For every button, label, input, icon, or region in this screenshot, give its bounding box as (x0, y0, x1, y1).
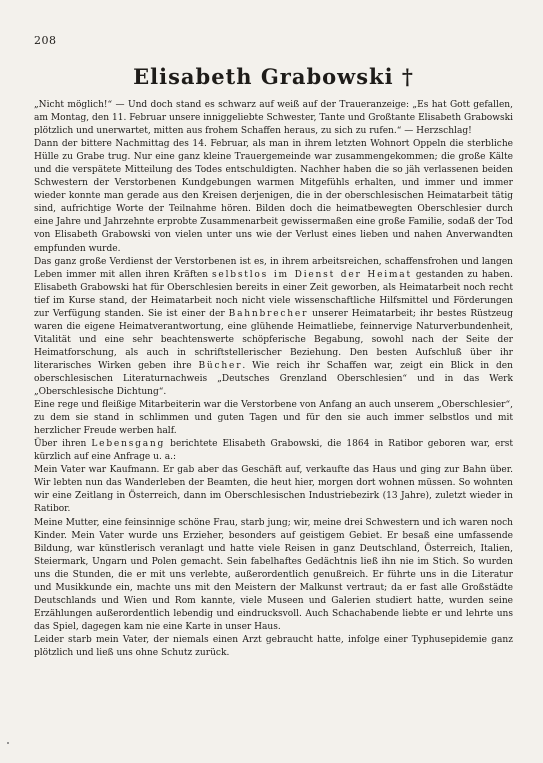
article-title: Elisabeth Grabowski † (133, 64, 414, 89)
spaced-emphasis: Lebensgang (91, 439, 166, 450)
body-paragraph (34, 99, 513, 138)
text-run: Das ganz große Verdienst der Verstorbenen ist es, in ihrem arbeitsreichen, schaffensfrohen und langen Leben immer mit allen ihren Kräften (34, 256, 513, 280)
text-run: gestanden zu haben. Elisabeth Grabowski hat für Oberschlesien bereits in einer Zeit geworben, als Heimatarbeit noch recht tief im Kurse stand, der Heimatarbeit noch nicht viele wissenschaftliche Hilfsmittel und Förderungen zur Verfügung standen. Sie ist einer der (34, 269, 513, 319)
body-paragraph (34, 517, 513, 634)
page-number: 208 (34, 34, 57, 47)
body-paragraph (34, 256, 513, 400)
text-run: Leider starb mein Vater, der niemals einen Arzt gebraucht hatte, infolge einer Typhusepidemie ganz plötzlich und ließ uns ohne Schutz zurück. (34, 634, 513, 658)
text-run: unserer Heimatarbeit; ihr bestes Rüstzeug waren die eigene Heimatverantwortung, eine glühende Heimatliebe, feinnervige Naturverbundenheit, Vitalität und eine sehr beachtenswerte schöpferische Begabung, sowohl nach der Seite der Heimatforschung, als auch in schriftstellerischer Beziehung. Den besten Aufschluß über ihr literarisches Wirken geben ihre (34, 308, 513, 371)
text-run: Meine Mutter, eine feinsinnige schöne Frau, starb jung; wir, meine drei Schwestern und ich waren noch Kinder. Mein Vater wurde uns Erzieher, besonders auf geistigem Gebiet. Er besaß eine umfassende Bildung, war künstlerisch veranlagt und hatte viele Reisen in ganz Deutschland, Österreich, Italien, Steiermark, Ungarn und Polen gemacht. Sein fabelhaftes Gedächtnis ließ ihn nie im Stich. So wurden uns die Stunden, die er mit uns verlebte, außerordentlich genußreich. Er führte uns in die Literatur und Musikkunde ein, machte uns mit den Meistern der Malkunst vertraut; da er fast alle Großstädte Deutschlands und Wien und Rom kannte, viele Museen und Galerien studiert hatte, wurden seine Erzählungen außerordentlich lebendig und eindrucksvoll. Auch Schachabende liebte er und lehrte uns das Spiel, dagegen kam nie eine Karte in unser Haus. (34, 517, 513, 632)
body-paragraph (34, 464, 513, 516)
body-paragraph (34, 138, 513, 255)
text-run: Eine rege und fleißige Mitarbeiterin war die Verstorbene von Anfang an auch unserem „Oberschlesier“, zu dem sie stand in schlimmen und guten Tagen und für den sie auch immer selbstlos und mit herzlicher Freude werben half. (34, 400, 513, 437)
scan-speck (7, 742, 9, 744)
spaced-emphasis: selbstlos im Dienst der Heimat (211, 269, 412, 280)
body-paragraph (34, 438, 513, 464)
spaced-emphasis: Bücher (198, 360, 243, 371)
text-run: Mein Vater war Kaufmann. Er gab aber das Geschäft auf, verkaufte das Haus und ging zur Bahn über. Wir lebten nun das Wanderleben der Beamten, die heut hier, morgen dort wohnen müssen. So wohnten wir eine Zeitlang in Österreich, dann im Oberschlesischen Industriebezirk (13 Jahre), zuletzt wieder in Ratibor. (34, 465, 513, 515)
body-paragraph (34, 634, 513, 660)
text-run: Dann der bittere Nachmittag des 14. Februar, als man in ihrem letzten Wohnort Oppeln die sterbliche Hülle zu Grabe trug. Nur eine ganz kleine Trauergemeinde war zusammengekommen; die große Kälte und die verspätete Mitteilung des Todes entschuldigten. Nachher haben die so jäh verlassenen beiden Schwestern der Verstorbenen Kundgebungen warmen Mitgefühls erhalten, und immer und immer wieder konnte man gerade aus den Kreisen derjenigen, die in der oberschlesischen Heimatarbeit tätig sind, aufrichtige Worte der Teilnahme hören. Bilden doch die heimatbewegten Oberschlesier durch eine Jahre und Jahrzehnte erprobte Zusammenarbeit gewissermaßen eine große Familie, sodaß der Tod von Elisabeth Grabowski von vielen unter uns wie der Verlust eines lieben und nahen Anverwandten empfunden wurde. (34, 139, 513, 254)
body-paragraph (34, 399, 513, 438)
text-run: Über ihren (34, 439, 92, 450)
text-run: berichtete Elisabeth Grabowski, die 1864 in Ratibor geboren war, erst kürzlich auf eine Anfrage u. a.: (34, 439, 513, 463)
text-run: „Nicht möglich!“ — Und doch stand es schwarz auf weiß auf der Traueranzeige: „Es hat Gott gefallen, am Montag, den 11. Februar unsere inniggeliebte Schwester, Tante und Großtante Elisabeth Grabowski plötzlich und unerwartet, mitten aus frohem Schaffen heraus, zu sich zu rufen.“ — Herzschlag! (34, 100, 513, 137)
spaced-emphasis: Bahnbrecher (228, 308, 309, 319)
text-run: . Wie reich ihr Schaffen war, zeigt ein Blick in den oberschlesischen Literaturnachweis „Deutsches Grenzland Oberschlesien“ und in das Werk „Oberschlesische Dichtung“. (34, 360, 513, 398)
article-body (34, 99, 513, 660)
